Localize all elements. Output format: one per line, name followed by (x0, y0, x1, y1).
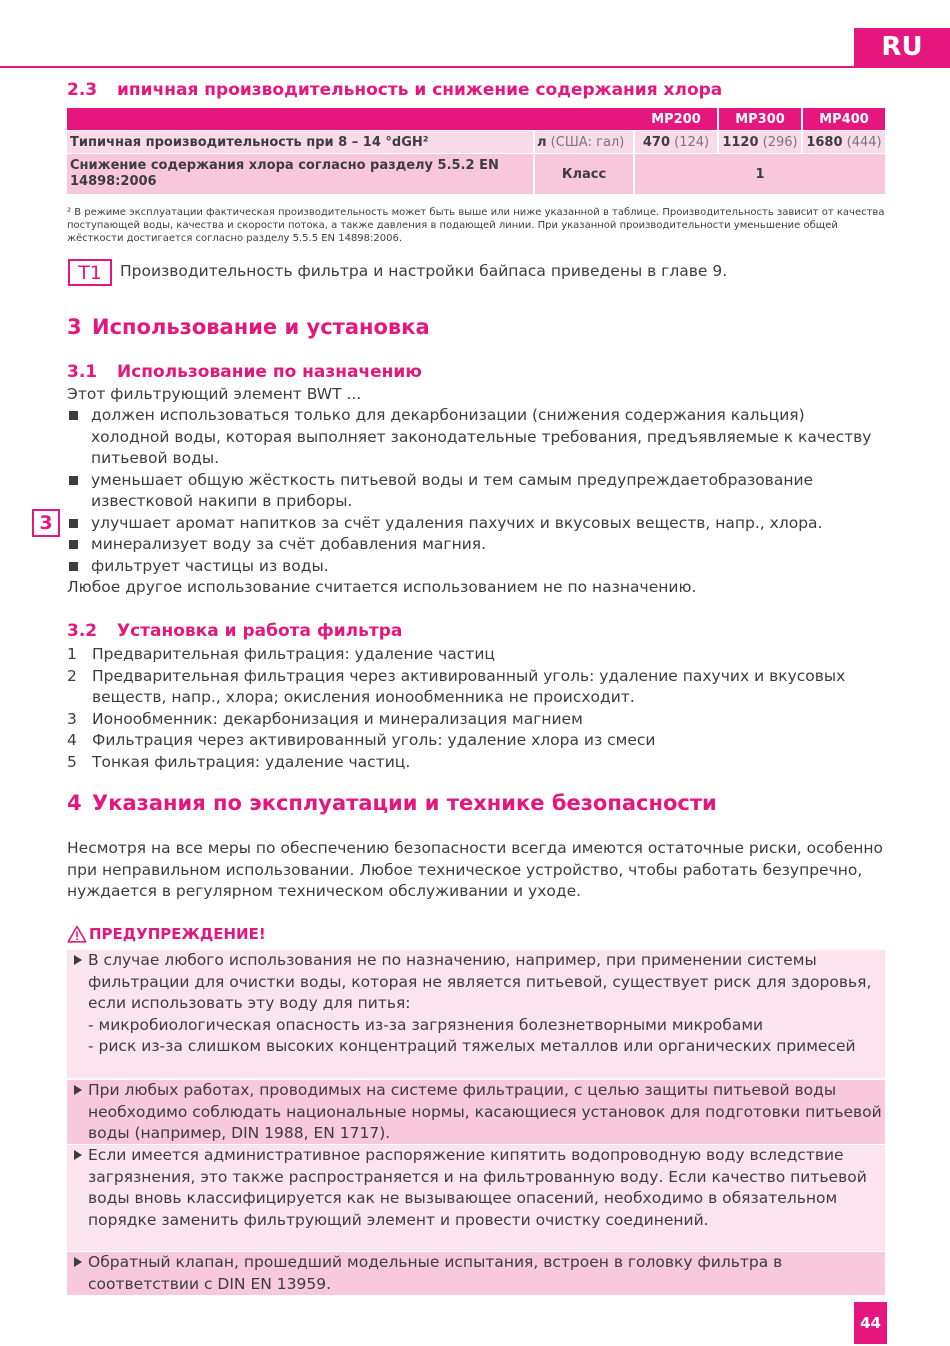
list-item: минерализует воду за счёт добавления магния. (67, 534, 887, 556)
list-item: уменьшает общую жёсткость питьевой воды и тем самым предупреждаетобразование известковой накипи в приборы. (67, 470, 887, 513)
warning-item: Обратный клапан, прошедший модельные испытания, встроен в головку фильтра в соответствии с DIN EN 13959. (67, 1252, 885, 1295)
column-header-mp200: MP200 (651, 111, 701, 127)
list-item: фильтрует частицы из воды. (67, 556, 887, 578)
language-tab: RU (854, 28, 950, 66)
section-number: 3.1 (67, 362, 98, 382)
row-label: Снижение содержания хлора согласно разделу 5.5.2 EN 14898:2006 (70, 158, 499, 189)
play-arrow-icon (74, 1150, 82, 1160)
section-title: Использование по назначению (117, 362, 422, 382)
section-2-3-heading (67, 80, 722, 100)
play-arrow-icon (74, 1257, 82, 1267)
outro-paragraph: Любое другое использование считается использованием не по назначению. (67, 578, 697, 596)
value-mp300: 1120 (296) (722, 134, 798, 150)
list-item: 3 Ионообменник: декарбонизация и минерализация магнием (67, 709, 583, 728)
column-header-mp300: MP300 (735, 111, 785, 127)
list-item: 1 Предварительная фильтрация: удаление частиц (67, 645, 495, 663)
section-3-2-heading (67, 621, 402, 641)
bullet-square-icon (69, 411, 78, 420)
list-item: улучшает аромат напитков за счёт удаления пахучих и вкусовых веществ, напр., хлора. (67, 513, 887, 535)
list-item: 5 Тонкая фильтрация: удаление частиц. (67, 752, 411, 771)
list-item: должен использоваться только для декарбонизации (снижения содержания кальция) холодной воды, которая выполняет законодательные требования, предъявляемые к качеству питьевой воды. (67, 405, 887, 470)
section-title: ипичная производительность и снижение содержания хлора (117, 80, 723, 100)
page-number: 44 (854, 1302, 887, 1344)
t1-reference-text: Производительность фильтра и настройки байпаса приведены в главе 9. (120, 262, 728, 280)
row-value: 1 (755, 166, 765, 182)
value-mp200: 470 (124) (642, 134, 710, 150)
bullet-square-icon (69, 476, 78, 485)
filter-stages-list (67, 644, 887, 773)
table-row (67, 154, 885, 194)
table-header-row (67, 108, 885, 130)
warning-title: ПРЕДУПРЕЖДЕНИЕ! (89, 925, 266, 943)
warning-item: Если имеется административное распоряжение кипятить водопроводную воду вследствие загрязнения, это также распространяется и на фильтрованную воду. Если качество питьевой воды вновь классифицируется как не вызывающее опасений, необходимо в обязательном порядке заменить фильтрующий элемент и провести очистку соединений. (67, 1145, 885, 1251)
t1-reference-box: T1 (68, 259, 112, 286)
row-unit: Класс (561, 166, 607, 182)
row-label: Типичная производительность при 8 – 14 °dGH² (70, 134, 429, 150)
section-title: Использование и установка (92, 315, 430, 339)
section-3-heading (67, 315, 430, 339)
warning-triangle-icon (67, 925, 87, 943)
section-number: 4 (67, 791, 82, 815)
column-header-mp400: MP400 (819, 111, 869, 127)
section-3-1-heading (67, 362, 422, 382)
section-number: 3 (67, 315, 82, 339)
warning-heading (67, 925, 266, 943)
bullet-square-icon (69, 540, 78, 549)
warning-item: При любых работах, проводимых на системе фильтрации, с целью защиты питьевой воды необходимо соблюдать национальные нормы, касающиеся установок для подготовки питьевой воды (например, DIN 1988, EN 1717). (67, 1080, 885, 1144)
play-arrow-icon (74, 955, 82, 965)
play-arrow-icon (74, 1085, 82, 1095)
chapter-side-tab: 3 (32, 509, 60, 537)
header-rule (0, 66, 950, 68)
value-mp400: 1680 (444) (806, 134, 882, 150)
bullet-square-icon (69, 562, 78, 571)
section-4-heading (67, 791, 717, 815)
performance-table (67, 108, 885, 194)
table-row (67, 131, 885, 153)
row-unit: л (США: гал) (537, 134, 625, 150)
bullet-square-icon (69, 519, 78, 528)
section-title: Указания по эксплуатации и технике безопасности (92, 791, 717, 815)
section-number: 3.2 (67, 621, 98, 641)
section-number: 2.3 (67, 80, 98, 100)
safety-intro-paragraph: Несмотря на все меры по обеспечению безопасности всегда имеются остаточные риски, особенно при неправильном использовании. Любое техническое устройство, чтобы работать безупречно, нуждается в регулярном техническом обслуживании и уходе. (67, 839, 883, 900)
usage-bullet-list (67, 405, 887, 599)
warning-item: В случае любого использования не по назначению, например, при применении системы фильтрации для очистки воды, которая не является питьевой, существует риск для здоровья, если использовать эту воду для питья: - микробиологическая опасность из-за загрязнения болезнетворными микробами - риск из-за слишком высоких концентраций тяжелых металлов или органических примесей (67, 950, 885, 1078)
intro-paragraph: Этот фильтрующий элемент BWT ... (67, 385, 362, 403)
section-title: Установка и работа фильтра (117, 621, 403, 641)
table-footnote: ² В режиме эксплуатации фактическая производительность может быть выше или ниже указанной в таблице. Производительность зависит от качества поступающей воды, качества и скорости потока, а также давления в подающей линии. При указанной производительности уменьшение общей жёсткости достигается согласно разделу 5.5.5 EN 14898:2006. (67, 207, 885, 244)
list-item: 2 Предварительная фильтрация через активированный уголь: удаление пахучих и вкусовых веществ, напр., хлора; окисления ионообменника не происходит. (67, 666, 846, 706)
list-item: 4 Фильтрация через активированный уголь: удаление хлора из смеси (67, 731, 656, 749)
